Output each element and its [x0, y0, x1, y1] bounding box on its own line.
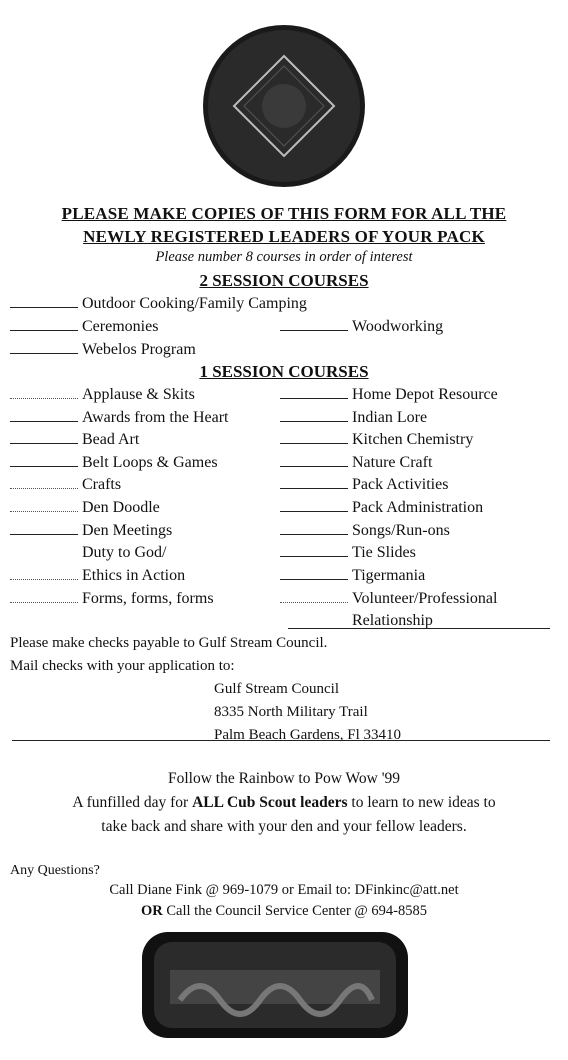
promo-line-1: Follow the Rainbow to Pow Wow '99 — [167, 770, 401, 787]
two-session-title: 2 SESSION COURSES — [199, 271, 369, 290]
course-row-continued: Relationship — [352, 612, 433, 629]
course-row[interactable]: Bead Art — [10, 431, 139, 449]
pow-wow-logo — [140, 930, 410, 1040]
course-row[interactable]: Pack Activities — [280, 476, 448, 494]
signature-line[interactable] — [12, 740, 550, 741]
course-label: Outdoor Cooking/Family Camping — [82, 295, 307, 312]
course-row[interactable]: Songs/Run-ons — [280, 522, 450, 540]
call-diane: Call Diane Fink @ 969-1079 or Email to: DFinkinc@att.net — [109, 882, 459, 898]
course-row[interactable]: Indian Lore — [280, 409, 427, 427]
course-row[interactable]: Den Meetings — [10, 522, 172, 540]
course-row[interactable]: Nature Craft — [280, 454, 432, 472]
course-row[interactable]: Forms, forms, forms — [10, 590, 214, 608]
course-row[interactable] — [10, 341, 196, 359]
course-row[interactable] — [10, 295, 307, 313]
course-row[interactable] — [280, 318, 443, 336]
questions-label: Any Questions? — [10, 863, 100, 878]
course-row[interactable]: Belt Loops & Games — [10, 454, 218, 472]
course-row: Duty to God/ — [82, 544, 167, 561]
course-label: Ceremonies — [82, 318, 159, 335]
course-row[interactable] — [10, 318, 158, 336]
one-session-title: 1 SESSION COURSES — [199, 362, 369, 381]
promo-line-2: A funfilled day for ALL Cub Scout leaders to learn to new ideas to — [72, 794, 496, 811]
course-row[interactable]: Crafts — [10, 476, 121, 494]
header-line-2: NEWLY REGISTERED LEADERS OF YOUR PACK — [83, 227, 485, 246]
mail-text: Mail checks with your application to: — [10, 658, 235, 674]
course-label: Webelos Program — [82, 341, 196, 358]
course-row[interactable]: Kitchen Chemistry — [280, 431, 473, 449]
course-row[interactable]: Awards from the Heart — [10, 409, 228, 427]
course-row[interactable]: Ethics in Action — [10, 567, 185, 585]
course-row[interactable]: Volunteer/Professional — [280, 590, 497, 608]
course-row[interactable]: Den Doodle — [10, 499, 160, 517]
course-row[interactable]: Tigermania — [280, 567, 425, 585]
address-line-1: Gulf Stream Council — [214, 681, 339, 697]
course-row[interactable]: Home Depot Resource — [280, 386, 498, 404]
course-row[interactable]: Applause & Skits — [10, 386, 195, 404]
divider-line — [288, 628, 550, 629]
course-row[interactable]: Pack Administration — [280, 499, 483, 517]
payable-text: Please make checks payable to Gulf Stream Council. — [10, 635, 328, 651]
header-line-1: PLEASE MAKE COPIES OF THIS FORM FOR ALL THE — [61, 204, 507, 223]
address-line-3: Palm Beach Gardens, Fl 33410 — [214, 727, 402, 743]
course-label: Woodworking — [352, 318, 444, 335]
course-row[interactable]: Tie Slides — [280, 544, 416, 562]
cub-scout-emblem — [200, 22, 368, 190]
address-line-2: 8335 North Military Trail — [214, 704, 368, 720]
promo-line-3: take back and share with your den and your fellow leaders. — [101, 818, 467, 835]
call-council: OR Call the Council Service Center @ 694-8585 — [141, 903, 427, 919]
instruction: Please number 8 courses in order of interest — [155, 249, 413, 265]
